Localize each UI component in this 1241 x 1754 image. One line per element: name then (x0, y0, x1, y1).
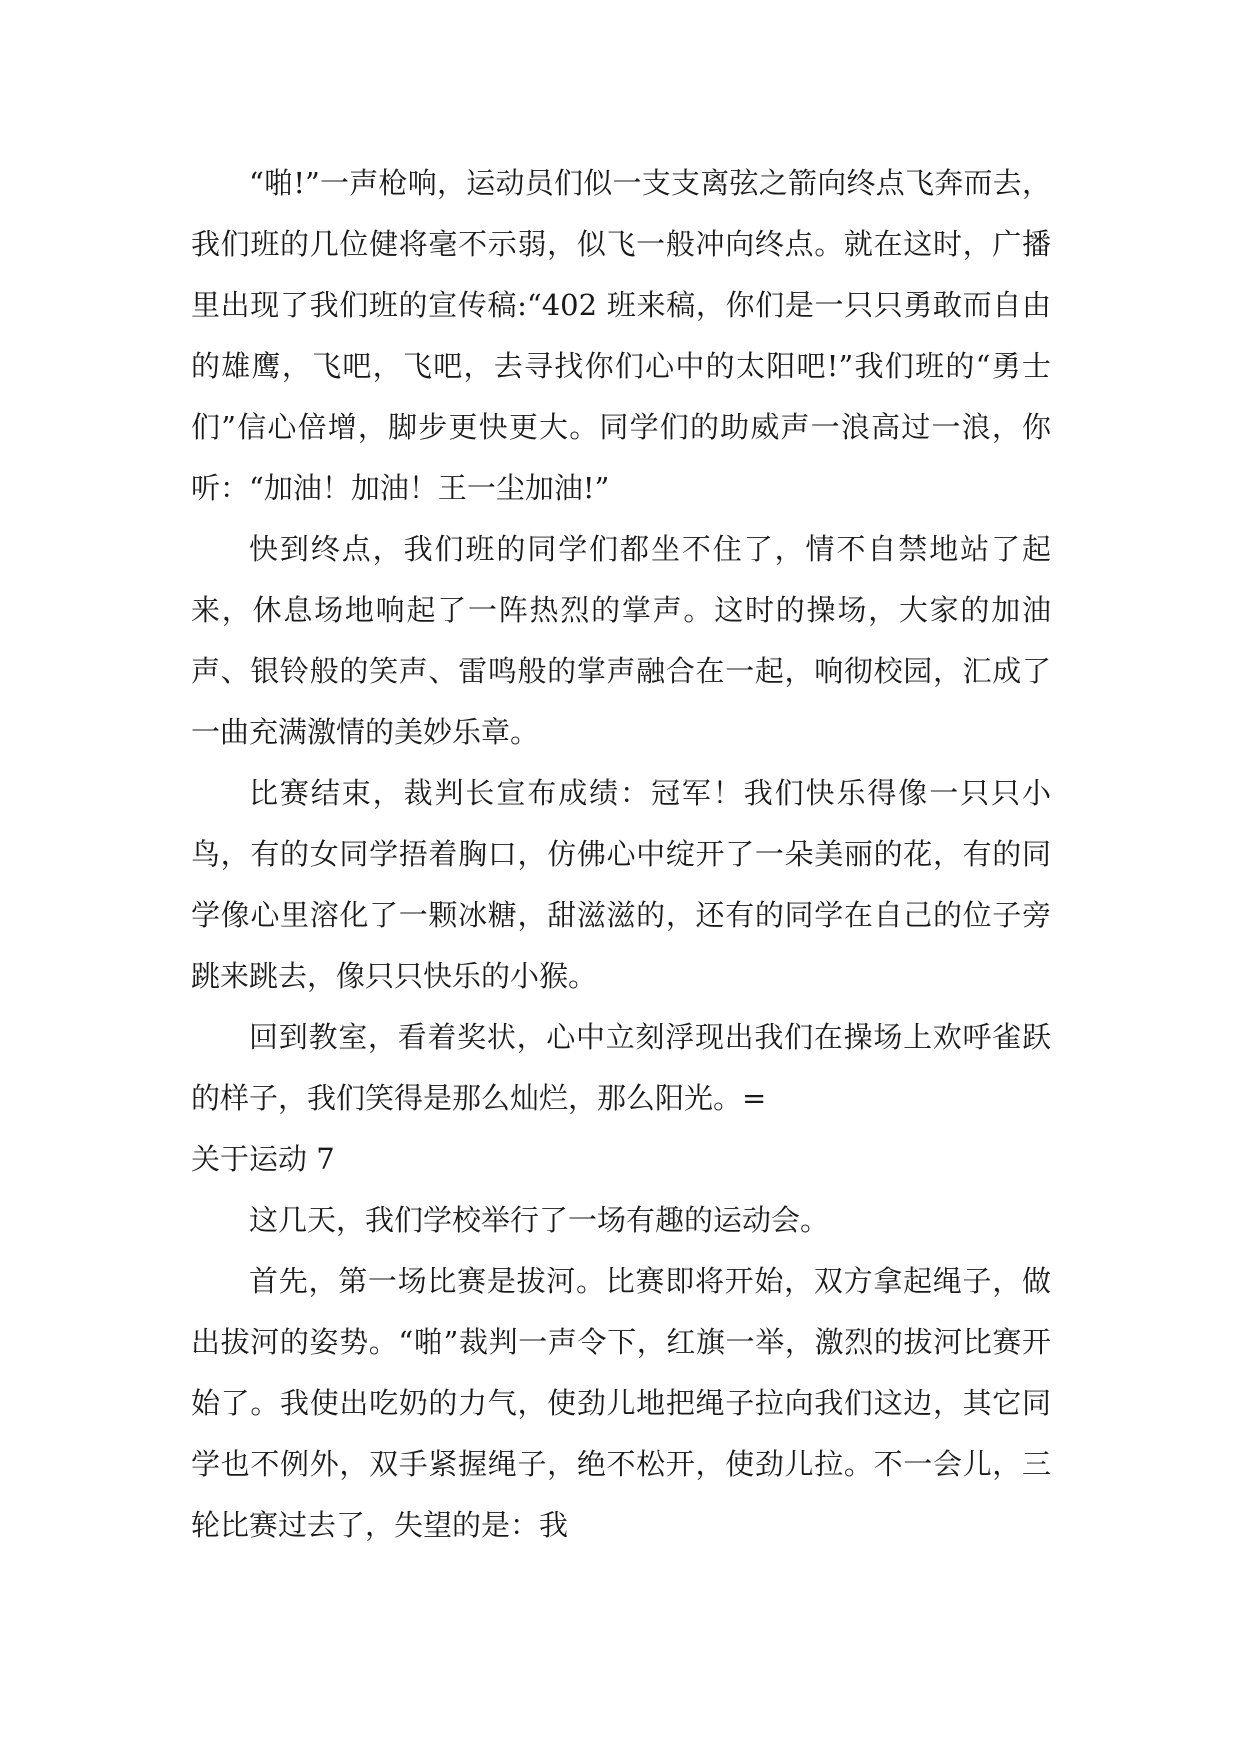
document-page (191, 153, 1051, 1556)
paragraph-tug-of-war: 首先，第一场比赛是拔河。比赛即将开始，双方拿起绳子，做出拔河的姿势。“啪”裁判一声令下，红旗一举，激烈的拔河比赛开始了。我使出吃奶的力气，使劲儿地把绳子拉向我们这边，其它同学也不例外，双手紧握绳子，绝不松开，使劲儿拉。不一会儿，三轮比赛过去了，失望的是：我 (191, 1264, 1051, 1542)
paragraph-race-start: “啪!”一声枪响，运动员们似一支支离弦之箭向终点飞奔而去，我们班的几位健将毫不示弱，似飞一般冲向终点。就在这时，广播里出现了我们班的宣传稿:“402 班来稿，你们是一只只勇敢而自由的雄鹰，飞吧，飞吧，去寻找你们心中的太阳吧!”我们班的“勇士们”信心倍增，脚步更快更大。同学们的助威声一浪高过一浪，你听：“加油！加油！王一尘加油!” (191, 166, 1051, 505)
paragraph-sports-meet-intro: 这几天，我们学校举行了一场有趣的运动会。 (249, 1203, 830, 1237)
section-heading: 关于运动 7 (191, 1142, 335, 1176)
paragraph-results: 比赛结束，裁判长宣布成绩：冠军！我们快乐得像一只只小鸟，有的女同学捂着胸口，仿佛心中绽开了一朵美丽的花，有的同学像心里溶化了一颗冰糖，甜滋滋的，还有的同学在自己的位子旁跳来跳去，像只只快乐的小猴。 (191, 776, 1051, 993)
paragraph-classroom: 回到教室，看着奖状，心中立刻浮现出我们在操场上欢呼雀跃的样子，我们笑得是那么灿烂，那么阳光。= (191, 1020, 1051, 1115)
paragraph-finish-line: 快到终点，我们班的同学们都坐不住了，情不自禁地站了起来，休息场地响起了一阵热烈的掌声。这时的操场，大家的加油声、银铃般的笑声、雷鸣般的掌声融合在一起，响彻校园，汇成了一曲充满激情的美妙乐章。 (191, 532, 1051, 749)
